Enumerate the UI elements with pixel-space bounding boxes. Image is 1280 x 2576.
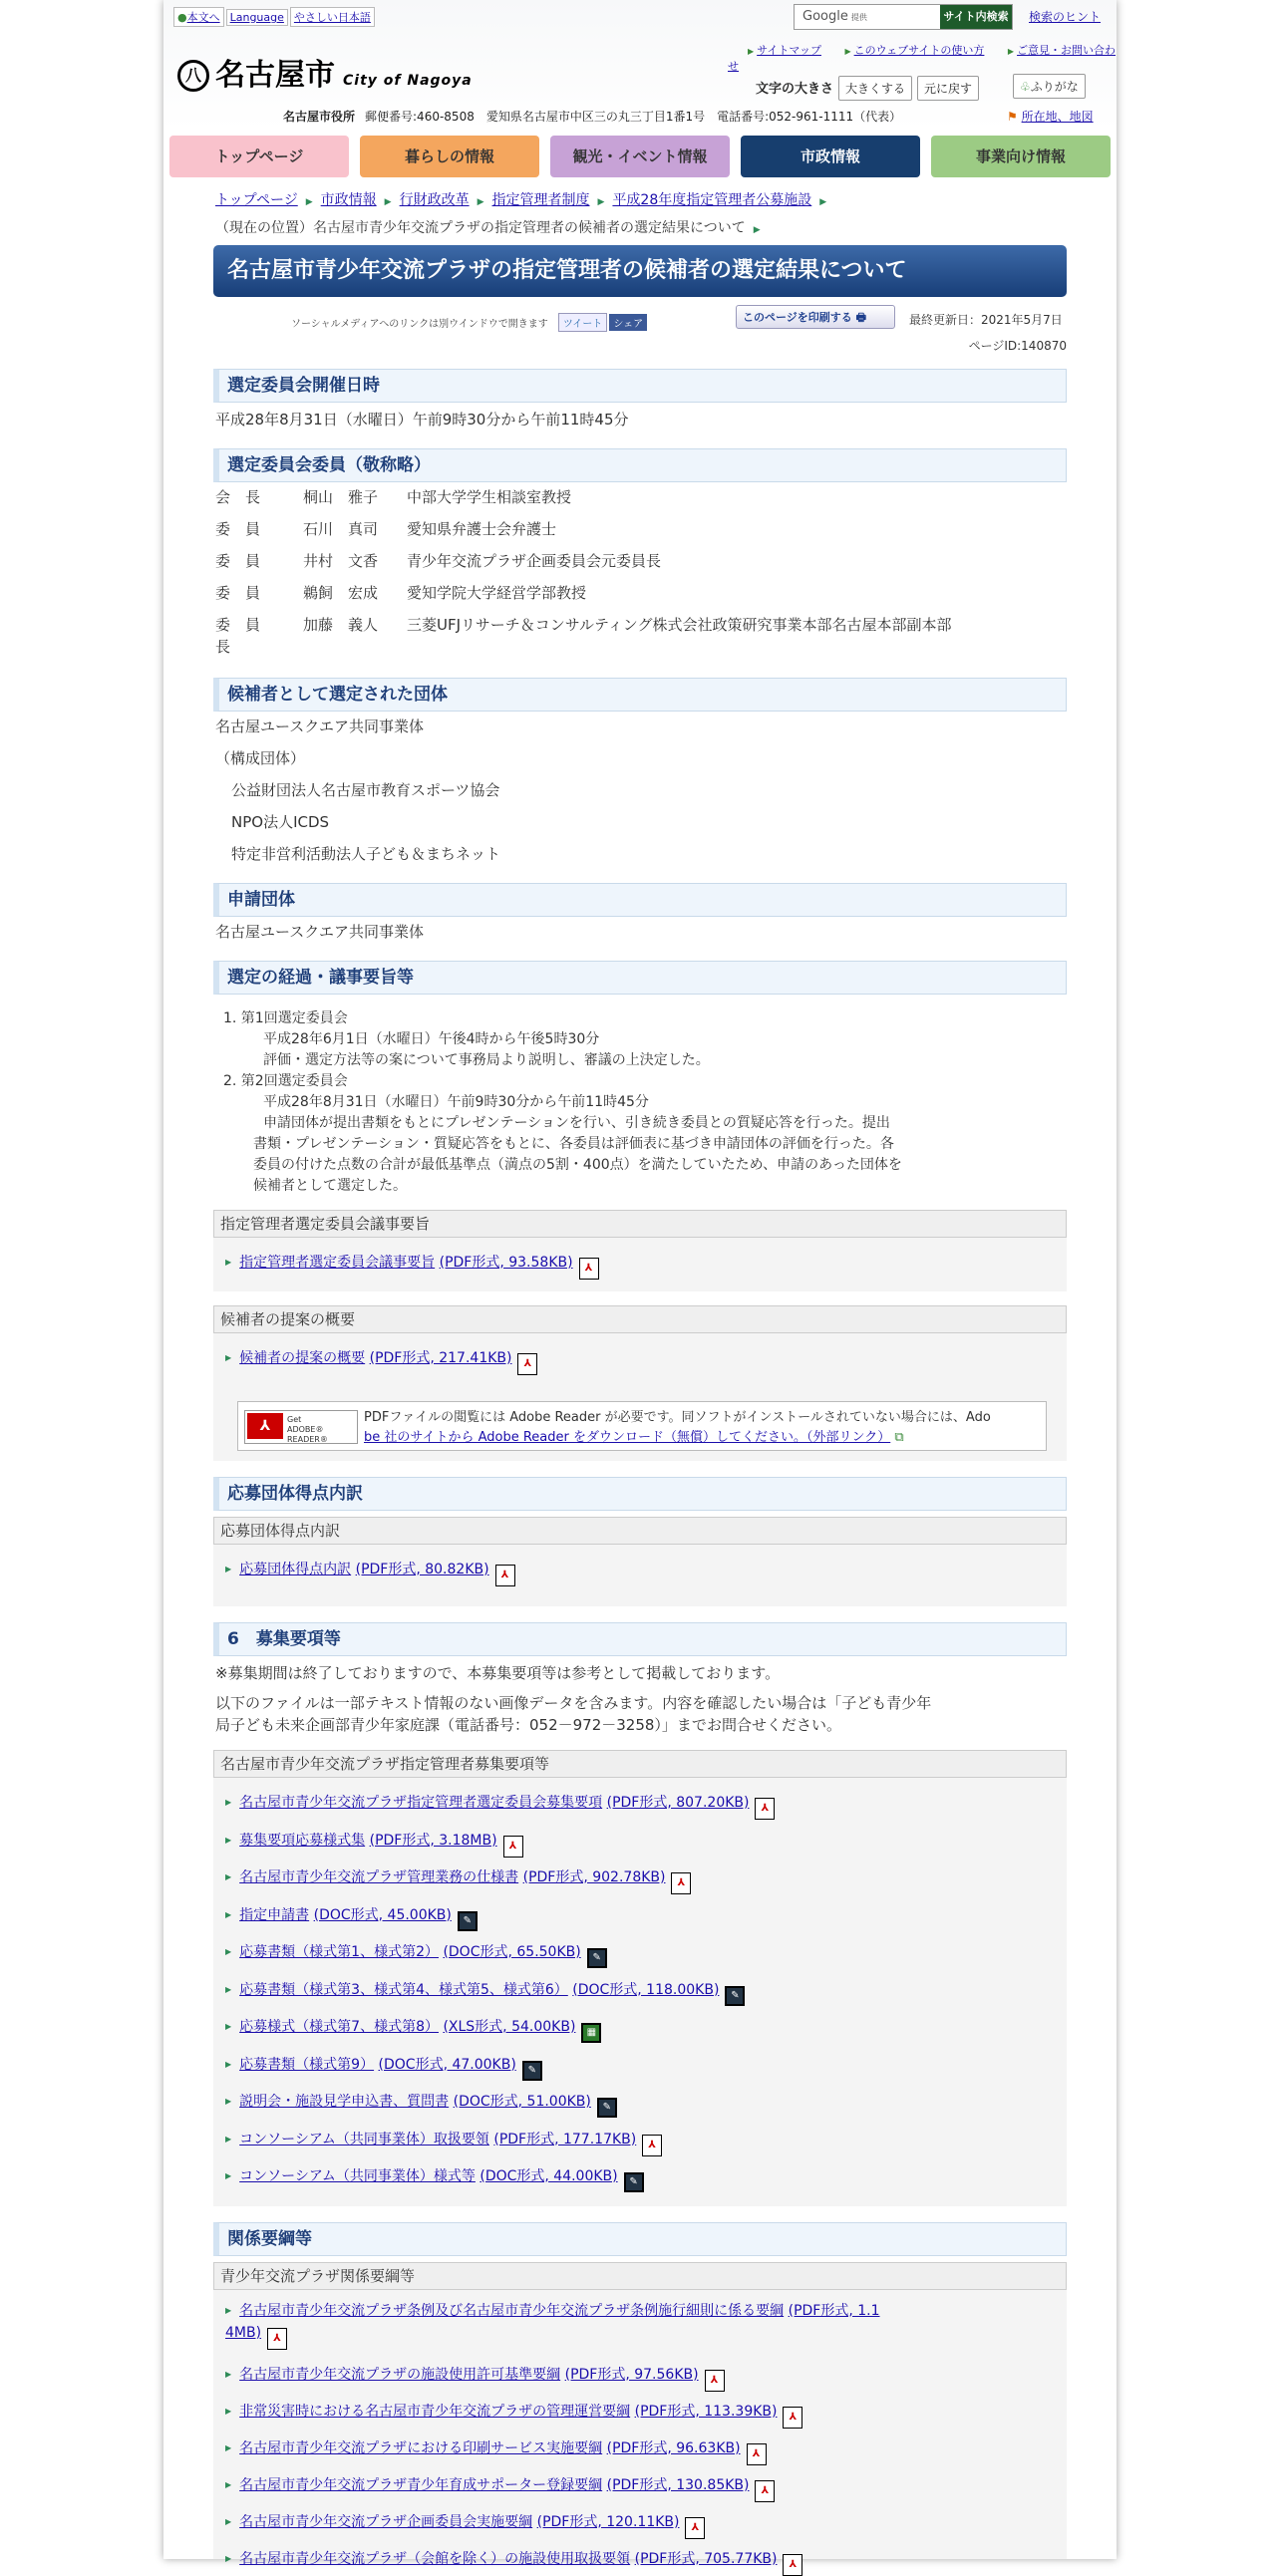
sitemap-link[interactable]: ▶ サイトマップ (748, 44, 821, 57)
box-title: 青少年交流プラザ関係要綱等 (213, 2262, 1067, 2290)
site-search (794, 4, 1013, 30)
file-link[interactable]: ▶ 名古屋市青少年交流プラザにおける印刷サービス実施要綱 (PDF形式, 96.63KB) ⅄ (225, 2437, 767, 2465)
section-heading: 応募団体得点内訳 (213, 1477, 1067, 1511)
member-row: 委 員 加藤 義人 三菱UFJリサーチ＆コンサルティング株式会社政策研究事業本部名古屋本部副本部 (215, 616, 952, 634)
city-emblem-icon: 八 (177, 60, 209, 92)
search-button[interactable]: サイト内検索 (940, 5, 1012, 29)
pdf-icon: ⅄ (747, 2443, 767, 2465)
crumb-top[interactable]: トップページ (215, 192, 298, 208)
doc-icon: ✎ (587, 1948, 607, 1968)
skip-to-content-link[interactable]: ●本文へ (173, 7, 224, 27)
pdf-icon: ⅄ (495, 1565, 515, 1586)
last-updated: 最終更新日：2021年5月7日 (909, 313, 1063, 327)
pdf-icon: ⅄ (642, 2135, 662, 2156)
crumb-system[interactable]: 指定管理者制度 (491, 192, 590, 208)
section-heading: 6 募集要項等 (213, 1622, 1067, 1656)
box-title: 名古屋市青少年交流プラザ指定管理者募集要項等 (213, 1750, 1067, 1778)
tool-nav (728, 42, 1117, 74)
section-heading: 申請団体 (213, 883, 1067, 917)
file-link[interactable]: ▶ 名古屋市青少年交流プラザ管理業務の仕様書 (PDF形式, 902.78KB) ⅄ (225, 1866, 691, 1894)
pdf-icon: ⅄ (705, 2370, 725, 2392)
language-link[interactable]: Language (226, 9, 288, 26)
member-org: 特定非営利活動法人子ども＆まちネット (231, 845, 501, 863)
printer-icon: 🖶 (855, 311, 867, 324)
map-link[interactable]: ⚑ 所在地、地図 (1007, 110, 1094, 124)
section-heading: 選定委員会委員（敬称略） (213, 448, 1067, 482)
section-heading: 候補者として選定された団体 (213, 678, 1067, 712)
file-link[interactable]: ▶ 名古屋市青少年交流プラザ条例及び名古屋市青少年交流プラザ条例施行細則に係る要綱 (PDF形式, 1.1 4MB) ⅄ (225, 2300, 1063, 2350)
file-link[interactable]: ▶ 応募書類（様式第3、様式第4、様式第5、様式第6） (DOC形式, 118.00KB) ✎ (225, 1979, 745, 2006)
pdf-icon: ⅄ (517, 1353, 537, 1375)
font-size-controls: 文字の大きさ 大きくする 元に戻す (756, 76, 979, 101)
member-row: 委 員 石川 真司 愛知県弁護士会弁護士 (215, 520, 557, 538)
member-org: NPO法人ICDS (231, 813, 330, 831)
section-heading: 選定の経過・議事要旨等 (213, 961, 1067, 995)
pdf-icon: ⅄ (755, 1798, 775, 1820)
tweet-button[interactable]: ツイート (558, 313, 608, 332)
office-address: 名古屋市役所 郵便番号:460-8508 愛知県名古屋市中区三の丸三丁目1番1号 電話番号:052-961-1111（代表） (283, 110, 902, 124)
applicant-group: 名古屋ユースクエア共同事業体 (215, 923, 424, 941)
external-link-icon: ⧉ (894, 1430, 904, 1445)
page-container (163, 0, 1117, 2570)
pdf-icon: ⅄ (783, 2407, 802, 2429)
adobe-reader-notice: ⅄ Get ADOBE® READER® PDFファイルの閲覧には Adobe Reader が必要です。同ソフトがインストールされていない場合には、Ado be 社のサイトから Adobe Reader をダウンロード（無償）してください。（外部リンク） ⧉ (237, 1401, 1047, 1451)
file-link[interactable]: ▶ 名古屋市青少年交流プラザ指定管理者選定委員会募集要項 (PDF形式, 807.20KB) ⅄ (225, 1792, 775, 1820)
flag-icon: ⚑ (1007, 110, 1018, 124)
file-link[interactable]: ▶ 応募様式（様式第7、様式第8） (XLS形式, 54.00KB) ▦ (225, 2016, 601, 2043)
crumb-current: （現在の位置）名古屋市青少年交流プラザの指定管理者の候補者の選定結果について (215, 220, 746, 236)
page-id: ページID:140870 (968, 339, 1067, 353)
pdf-icon: ⅄ (579, 1258, 599, 1280)
share-button[interactable]: シェア (609, 314, 647, 331)
search-input[interactable]: Google 提供 (802, 9, 867, 24)
crumb-reform[interactable]: 行財政改革 (399, 192, 470, 208)
file-link[interactable]: ▶ 応募書類（様式第1、様式第2） (DOC形式, 65.50KB) ✎ (225, 1941, 607, 1968)
member-row: 委 員 井村 文香 青少年交流プラザ企画委員会元委員長 (215, 552, 662, 570)
file-link[interactable]: ▶ 応募書類（様式第9） (DOC形式, 47.00KB) ✎ (225, 2054, 542, 2081)
pdf-icon: ⅄ (783, 2554, 802, 2576)
file-link[interactable]: ▶ 名古屋市青少年交流プラザの施設使用許可基準要綱 (PDF形式, 97.56KB) ⅄ (225, 2364, 725, 2392)
contact-link[interactable]: ▶ ご意見・お問い合わせ (728, 44, 1117, 73)
section-heading: 関係要綱等 (213, 2222, 1067, 2256)
xls-icon: ▦ (581, 2023, 601, 2043)
skip-links (173, 6, 377, 27)
doc-icon: ✎ (458, 1911, 478, 1931)
furigana-button[interactable]: ♧ふりがな (1013, 74, 1086, 99)
font-reset-button[interactable]: 元に戻す (917, 76, 979, 101)
howto-link[interactable]: ▶ このウェブサイトの使い方 (844, 44, 985, 57)
meeting-datetime: 平成28年8月31日（水曜日）午前9時30分から午前11時45分 (215, 411, 629, 429)
box-title: 候補者の提案の概要 (213, 1305, 1067, 1333)
file-link[interactable]: ▶ 募集要項応募様式集 (PDF形式, 3.18MB) ⅄ (225, 1830, 523, 1858)
nav-business[interactable]: 事業向け情報 (931, 136, 1111, 177)
doc-icon: ✎ (624, 2172, 644, 2192)
breadcrumb: トップページ ▶ 市政情報 ▶ 行財政改革 ▶ 指定管理者制度 ▶ 平成28年度指定管理者公募施設 ▶ （現在の位置）名古屋市青少年交流プラザの指定管理者の候補者の選定結果について ▶ (215, 192, 827, 236)
nav-city-info[interactable]: 市政情報 (741, 136, 920, 177)
recruit-contact: 以下のファイルは一部テキスト情報のない画像データを含みます。内容を確認したい場合は「子ども青少年 局子ども未来企画部青少年家庭課（電話番号：052－972－3258）」までお問合せください。 (215, 1694, 932, 1734)
doc-icon: ✎ (725, 1986, 745, 2006)
adobe-reader-badge[interactable]: ⅄ Get ADOBE® READER® (244, 1410, 358, 1444)
adobe-icon: ⅄ (247, 1413, 283, 1439)
recruit-note: ※募集期間は終了しておりますので、本募集要項等は参考として掲載しております。 (215, 1664, 781, 1682)
file-link[interactable]: ▶ 名古屋市青少年交流プラザ青少年育成サポーター登録要綱 (PDF形式, 130.85KB) ⅄ (225, 2474, 775, 2502)
selection-process: 1. 第1回選定委員会 平成28年6月1日（水曜日）午後4時から午後5時30分 評価・選定方法等の案について事務局より説明し、審議の上決定した。 2. 第2回選定委員会 平成28年8月31日（水曜日）午前9時30分から午前11時45分 申請団体が提出書類をもとにプレゼンテーションを行い、引き続き委員との質疑応答を行った。提出 書類・プレゼンテーション・質疑応答をもとに、各委員は評価表に基づき申請団体の評価を行った。各 委員の付けた点数の合計が最低基準点（満点の5割・400点）を満たしていたため、申請のあった団体を 候補者として選定した。 (223, 1010, 902, 1194)
file-link[interactable]: ▶ コンソーシアム（共同事業体）様式等 (DOC形式, 44.00KB) ✎ (225, 2165, 644, 2192)
crumb-h28[interactable]: 平成28年度指定管理者公募施設 (612, 192, 812, 208)
furigana-icon: ♧ (1020, 80, 1031, 94)
search-help-link[interactable]: 検索のヒント (1029, 10, 1102, 24)
font-bigger-button[interactable]: 大きくする (838, 76, 912, 101)
print-button[interactable]: このページを印刷する 🖶 (736, 305, 895, 329)
member-row-wrap: 長 (215, 638, 231, 656)
pdf-icon: ⅄ (755, 2480, 775, 2502)
file-link[interactable]: ▶ コンソーシアム（共同事業体）取扱要領 (PDF形式, 177.17KB) ⅄ (225, 2129, 662, 2156)
section-heading: 選定委員会開催日時 (213, 369, 1067, 403)
file-link[interactable]: ▶ 指定申請書 (DOC形式, 45.00KB) ✎ (225, 1904, 478, 1931)
file-link[interactable]: ▶ 名古屋市青少年交流プラザ企画委員会実施要綱 (PDF形式, 120.11KB) ⅄ (225, 2511, 705, 2539)
member-orgs-label: （構成団体） (215, 749, 306, 767)
social-bar: ソーシャルメディアへのリンクは別ウインドウで開きます ツイート シェア (291, 313, 647, 332)
member-row: 会 長 桐山 雅子 中部大学学生相談室教授 (215, 488, 572, 506)
pdf-icon: ⅄ (685, 2517, 705, 2539)
pdf-icon: ⅄ (267, 2328, 287, 2350)
crumb-city[interactable]: 市政情報 (320, 192, 377, 208)
easy-japanese-link[interactable]: やさしい日本語 (290, 7, 375, 27)
nav-living[interactable]: 暮らしの情報 (360, 136, 539, 177)
site-logo[interactable]: 八 名古屋市 City of Nagoya (177, 50, 473, 94)
file-link[interactable]: ▶ 応募団体得点内訳 (PDF形式, 80.82KB) ⅄ (225, 1559, 515, 1586)
file-link[interactable]: ▶ 非常災害時における名古屋市青少年交流プラザの管理運営要綱 (PDF形式, 113.39KB) ⅄ (225, 2401, 802, 2429)
file-link[interactable]: ▶ 名古屋市青少年交流プラザ（会館を除く）の施設使用取扱要領 (PDF形式, 705.77KB) ⅄ (225, 2548, 802, 2576)
member-row: 委 員 鵜飼 宏成 愛知学院大学経営学部教授 (215, 584, 587, 602)
pdf-icon: ⅄ (503, 1836, 523, 1858)
member-org: 公益財団法人名古屋市教育スポーツ協会 (231, 781, 500, 799)
selected-group: 名古屋ユースクエア共同事業体 (215, 717, 424, 735)
box-title: 指定管理者選定委員会議事要旨 (213, 1210, 1067, 1238)
file-link[interactable]: ▶ 説明会・施設見学申込書、質問書 (DOC形式, 51.00KB) ✎ (225, 2091, 617, 2118)
file-link[interactable]: ▶ 候補者の提案の概要 (PDF形式, 217.41KB) ⅄ (225, 1347, 537, 1375)
adobe-download-link[interactable]: be 社のサイトから Adobe Reader をダウンロード（無償）してください。（外部リンク） (364, 1430, 891, 1445)
page-title: 名古屋市青少年交流プラザの指定管理者の候補者の選定結果について (213, 245, 1067, 297)
doc-icon: ✎ (597, 2098, 617, 2118)
box-title: 応募団体得点内訳 (213, 1517, 1067, 1545)
file-link[interactable]: ▶ 指定管理者選定委員会議事要旨 (PDF形式, 93.58KB) ⅄ (225, 1252, 599, 1280)
global-nav (169, 136, 1111, 177)
nav-tourism[interactable]: 観光・イベント情報 (550, 136, 730, 177)
doc-icon: ✎ (522, 2061, 542, 2081)
nav-top[interactable]: トップページ (169, 136, 349, 177)
pdf-icon: ⅄ (671, 1872, 691, 1894)
